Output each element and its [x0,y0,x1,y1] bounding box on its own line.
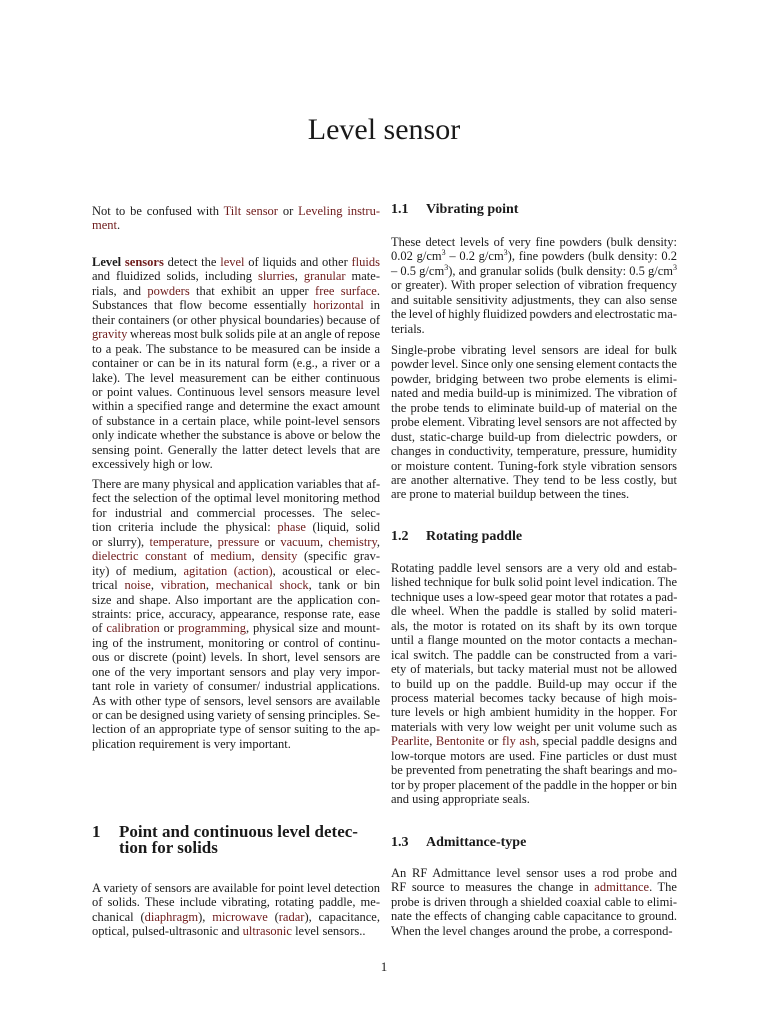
text-line: Single-probe vibrating level sensors are ideal for bulk [391,343,677,357]
wiki-link[interactable]: granular [303,269,346,284]
text-line: dle wheel. When the paddle is stalled by solid materi- [391,604,677,619]
wiki-link[interactable]: Tilt sensor [223,204,278,218]
text-line: only indicate whether the substance is above or below the [92,428,381,443]
wiki-link[interactable]: gravity [92,327,128,342]
wiki-link[interactable]: Bentonite [435,734,485,749]
text-line: Rotating paddle level sensors are a very old and estab- [391,561,677,575]
text-line: one of the very important sensors and play very impor- [92,664,380,679]
wiki-link[interactable]: dielectric constant [92,549,187,564]
admittance-paragraph [391,866,677,938]
text-line: their containers (or other physical boundaries) because of [92,312,380,327]
wiki-link[interactable]: Pearlite [391,734,430,749]
page-number: 1 [380,959,388,974]
wiki-link[interactable]: admittance [594,880,650,895]
text-line: are prone to material buildup between the tines. [391,487,630,502]
text-line: lake). The level measurement can be either continuous [92,370,380,385]
text-line: A variety of sensors are available for point level detection [92,881,380,895]
text-line: powder, bridging between two probe elements is elimi- [391,371,677,386]
text-line: gravity whereas most bulk solids pile at an angle of repose [92,327,380,342]
section-number: 1 [92,822,101,841]
wiki-link[interactable]: density [261,549,298,564]
text-line: straints: price, accuracy, appearance, response rate, ease [92,606,380,621]
wiki-link[interactable]: calibration [106,621,160,636]
wiki-link[interactable]: vibration [160,578,206,593]
vibrating-paragraph-1 [391,235,677,336]
wiki-link[interactable]: phase [277,520,306,535]
text-line: within a specified range and determine the exact amount [92,399,380,414]
section-1-3-heading [391,834,677,852]
wiki-link[interactable]: powders [147,283,190,298]
text-line: materials with very low weight per unit volume such as [391,719,677,734]
intro-paragraph [92,255,380,472]
section-1 [92,824,380,939]
wiki-link[interactable]: noise [124,578,151,593]
text-line: terials. [391,321,425,336]
section-title: Point and continuous level detec- tion for solids [119,822,358,857]
text-line: to build up on the paddle. Build-up may occur if the [391,676,677,691]
section-number: 1.3 [391,835,409,850]
text-line: probe element. Vibrating level sensors are not affected by [391,415,677,430]
text-line: ous or discrete (point) levels. In short, level sensors are [92,650,380,665]
text-line: Pearlite, Bentonite or fly ash, special paddle designs and [391,734,678,749]
text-line: rials, and powders that exhibit an upper free surface. [92,283,380,298]
text-line: powder level. Since only one sensing element contacts the [391,357,677,372]
section-title: Vibrating point [426,202,519,217]
paddle-paragraph [391,561,677,806]
hatnote [92,204,380,233]
text-line: low-torque motors are used. Fine particles or dust must [391,748,677,763]
wiki-link[interactable]: free surface [315,283,377,298]
text-line: are another alternative. They tend to be less costly, but [391,472,677,487]
text-line: or point values. Continuous level sensors measure level [92,384,380,399]
wiki-link[interactable]: ultrasonic [242,924,292,939]
wiki-link[interactable]: fly ash [502,734,537,749]
superscript: 3 [444,262,449,272]
text-line: Substances that flow become essentially horizontal in [92,298,380,313]
wiki-link[interactable]: diaphragm [144,909,199,924]
wiki-link[interactable]: pressure [217,534,260,549]
wiki-link[interactable]: fluids [351,255,380,269]
section-1-1-heading [391,201,677,219]
text-line: chanical (diaphragm), microwave (radar), capacitance, [92,909,380,924]
text-line: or moisture content. Tuning-fork style vibration sensors [391,458,677,473]
section-title: Rotating paddle [426,529,523,544]
text-line: An RF Admittance level sensor uses a rod probe and [391,866,677,880]
wiki-link[interactable]: medium [210,549,252,564]
text-line: the level of highly fluidized powders and electrostatic ma- [391,307,677,322]
section-1-heading [92,824,380,856]
wiki-link[interactable]: sensors [124,255,164,269]
text-line: or greater). With proper selection of vibration frequency [391,278,677,293]
text-line: als, the motor is rotated on its shaft by its own torque [391,618,677,633]
criteria-paragraph [92,477,380,751]
text-line: 0.02 $g/cm^3 - 0.2$ $g/cm^3$), fine powders (bulk density: 0.2 [391,248,677,264]
text-line: Level sensors detect the level of liquids and other fluids [92,255,380,269]
wiki-link[interactable]: slurries [257,269,295,284]
text-line: container or can be in its natural form (e.g., a river or a [92,356,380,371]
text-line: nated and media build-up is minimized. The vibration of [391,386,677,401]
text-line: lished technique for bulk solid point level indication. The [391,575,677,590]
wiki-link[interactable]: microwave [212,909,268,924]
text-line: When the level changes around the probe, a correspond- [391,923,673,938]
text-line: trical noise, vibration, mechanical shock, tank or bin [92,578,381,593]
text-line: plication requirement is very important. [92,736,291,751]
text-line: the probe tends to eliminate build-up of material on the [391,400,677,415]
text-line: for industrial and commercial processes. The selec- [92,505,380,520]
text-line: tion criteria include the physical: phase (liquid, solid [92,520,380,535]
wiki-link[interactable]: ment [92,218,117,233]
text-line: and using appropriate seals. [391,792,530,806]
text-line: optical, pulsed-ultrasonic and ultrasonic level sensors.. [92,924,366,939]
text-line: size and shape. Also important are the application con- [92,592,380,607]
text-line: or can be designed using variety of sensing principles. Se- [92,708,380,722]
text-line: probe is driven through a shielded coaxial cable to elimi- [391,894,677,909]
text-line: ture levels or high ambient humidity in the hopper. For [391,705,677,720]
section-number: 1.1 [391,202,409,217]
text-line: be prevented from penetrating the shaft bearings and mo- [391,763,677,778]
text-line: There are many physical and application variables that af- [92,477,381,491]
wiki-link[interactable]: temperature [149,534,210,549]
superscript: 3 [441,248,446,258]
text-line: of solids. These include vibrating, rotating paddle, me- [92,895,380,910]
wiki-link[interactable]: agitation (action) [183,563,273,578]
page-title: Level sensor [307,113,461,146]
text-line: process material becomes tacky because of high mois- [391,690,677,705]
text-line: until a flange mounted on the motor contacts a mechan- [391,633,677,648]
vibrating-paragraph-2 [391,343,677,502]
text-line: and fluidized solids, including slurries, granular mate- [92,269,380,284]
text-line: dust, static-charge build-up from dielectric powders, or [391,429,677,444]
text-line: RF source to measures the change in admittance. The [391,880,677,895]
text-line: ity) of medium, agitation (action), acoustical or elec- [92,563,380,578]
section-title: Admittance-type [426,835,527,850]
text-line: lection of an appropriate type of sensor suiting to the ap- [92,722,380,737]
section-1-2-heading [391,528,677,546]
superscript: 3 [503,248,508,258]
text-line: and suitable sensitivity adjustments, they can also sense [391,292,677,307]
text-line: ety of materials, but tacky material must not be allowed [391,662,677,677]
text-line: of calibration or programming, physical size and mount- [92,621,380,636]
text-line: technique uses a low-speed gear motor that rotates a pad- [391,589,678,604]
text-line: Not to be confused with Tilt sensor or Leveling instru- [92,204,380,218]
wiki-link[interactable]: mechanical shock [215,578,309,593]
text-line: These detect levels of very fine powders (bulk density: [391,235,677,249]
text-line: of substance in a certain place, while point-level sensors [92,413,380,428]
wiki-link[interactable]: Leveling instru- [298,204,380,218]
wiki-link[interactable]: radar [278,909,305,924]
text-line: to a peak. The substance to be measured can be inside a [92,341,380,356]
text-line: tor by proper placement of the paddle in the hopper or bin [391,777,677,792]
superscript: 3 [673,262,677,272]
wiki-link[interactable]: vacuum [280,534,320,549]
bold-term: Level [92,255,125,269]
wiki-link[interactable]: level [220,255,245,269]
text-line: tant role in variety of consumer/ industrial applications. [92,679,380,694]
text-line: changes in conductivity, temperature, pressure, humidity [391,444,677,459]
wiki-link[interactable]: programming [177,621,247,636]
text-line: fect the selection of the optimal level monitoring method [92,491,380,506]
text-line: ment. [92,218,121,233]
text-line: sensing point. Generally the latter detect levels that are [92,442,380,457]
text-line: As with other type of sensors, level sensors are available [92,693,380,708]
text-line: excessively high or low. [92,457,213,472]
text-line: nate the effects of changing cable capacitance to ground. [391,909,677,924]
wiki-link[interactable]: horizontal [313,298,364,313]
section-number: 1.2 [391,529,409,544]
wiki-link[interactable]: chemistry [328,534,377,549]
text-line: – 0.5 $g/cm^3$), and granular solids (bulk density: 0.5 $g/cm^3$ [391,262,677,278]
text-line: ical switch. The paddle can be constructed from a vari- [391,647,677,662]
text-line: ing of the instrument, monitoring or control of continu- [92,635,380,650]
text-line: dielectric constant of medium, density (specific grav- [92,549,381,564]
text-line: or slurry), temperature, pressure or vacuum, chemistry, [92,534,381,549]
section-1-paragraph [92,881,380,939]
